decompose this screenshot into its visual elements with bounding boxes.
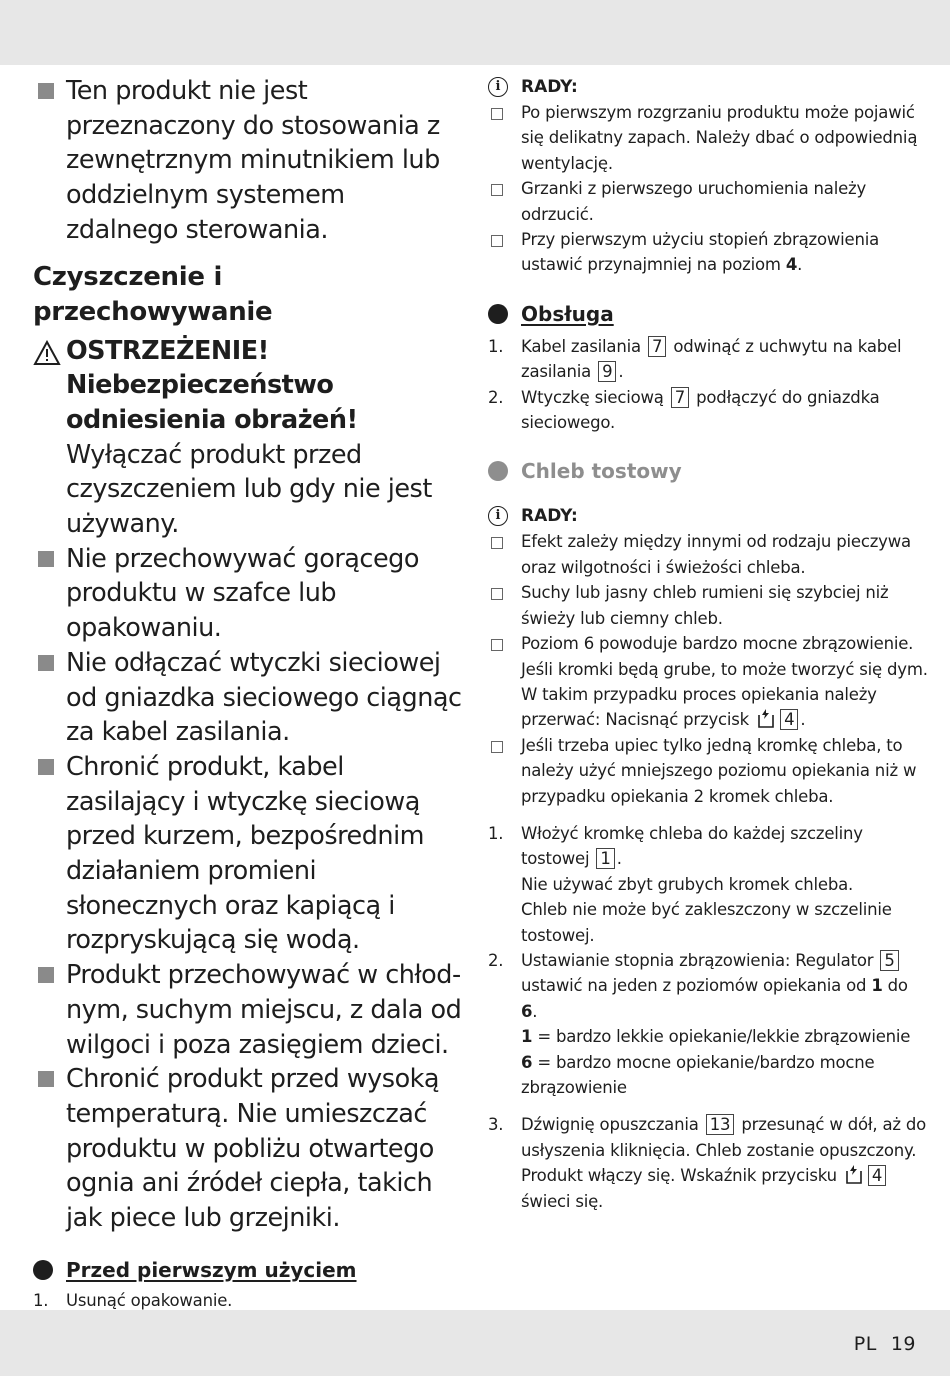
numbered-step: 2. Ustawianie stopnia zbrązowienia: Regulator 5 ustawić na jeden z poziomów opiekania od 1 do 6. 1 = bardzo lekkie opiekanie/lekkie zbrązowienie 6 = bardzo mocne opiekanie/bardzo mocne zbrązowienie: [488, 950, 911, 1097]
square-bullet-icon: [38, 83, 54, 99]
section-heading-toast: Chleb tostowy: [488, 457, 928, 485]
info-icon: i: [488, 77, 508, 97]
part-number-box: 13: [706, 1114, 735, 1135]
tip-item: Jeśli trzeba upiec tylko jedną kromkę chleba, to należy użyć mniejszego poziomu opiekania niż w przypadku opiekania 2 kromek chleba.: [488, 733, 928, 809]
checkbox-bullet-icon: [491, 537, 503, 549]
numbered-step: 2. Wtyczkę sieciową 7 podłączyć do gniazdka sieciowego.: [488, 387, 880, 433]
language-code: PL: [853, 1333, 877, 1355]
bullet-dot-icon: [33, 1260, 53, 1280]
bottom-bar: [0, 1310, 950, 1376]
list-item: Chronić produkt przed wysoką temperaturą. Nie umieszczać produktu w pobliżu otwartego ognia ani źródeł ciepła, takich jak piece lub grzejniki.: [33, 1062, 463, 1236]
section-heading: Czyszczenie i przechowywanie: [33, 261, 273, 327]
warning-text: Wyłączać produkt przed czyszczeniem lub gdy nie jest używany.: [66, 439, 432, 540]
part-number-box: 5: [880, 950, 898, 971]
tip-item: Suchy lub jasny chleb rumieni się szybciej niż świeży lub ciemny chleb.: [488, 580, 928, 631]
tips-label: i RADY:: [488, 503, 928, 529]
square-bullet-icon: [38, 551, 54, 567]
part-number-box: 7: [648, 336, 666, 357]
checkbox-bullet-icon: [491, 741, 503, 753]
bullet-dot-icon: [488, 304, 508, 324]
list-item: Nie przechowywać gorącego produktu w szafce lub opakowaniu.: [33, 542, 463, 646]
section-heading-operation: Obsługa: [488, 300, 928, 328]
right-column: [488, 74, 928, 1214]
numbered-step: 1. Kabel zasilania 7 odwinąć z uchwytu na kabel zasilania 9 .: [488, 336, 902, 382]
tip-item: Po pierwszym rozgrzaniu produktu może pojawić się delikatny zapach. Należy dbać o odpowiednią wentylację.: [488, 100, 928, 176]
part-number-box: 7: [671, 387, 689, 408]
square-bullet-icon: [38, 967, 54, 983]
tip-item: Grzanki z pierwszego uruchomienia należy odrzucić.: [488, 176, 928, 227]
checkbox-bullet-icon: [491, 235, 503, 247]
list-item: Produkt przechowywać w chłodnym, suchym miejscu, z dala od wilgoci i poza zasięgiem dzieci.: [33, 958, 463, 1062]
checkbox-bullet-icon: [491, 639, 503, 651]
toast-button-icon: [844, 1163, 864, 1185]
left-column: [33, 74, 463, 1364]
list-item: Nie odłączać wtyczki sieciowej od gniazdka sieciowego ciągnąc za kabel zasilania.: [33, 646, 463, 750]
numbered-step: 1. Usunąć opakowanie.: [33, 1290, 233, 1310]
bullet-dot-icon: [488, 461, 508, 481]
section-heading-first-use: Przed pierwszym użyciem: [33, 1256, 463, 1284]
square-bullet-icon: [38, 655, 54, 671]
part-number-box: 4: [780, 709, 798, 730]
part-number-box: 4: [868, 1165, 886, 1186]
page-number: 19: [890, 1333, 916, 1355]
tip-item: Poziom 6 powoduje bardzo mocne zbrązowienie. Jeśli kromki będą grube, to może tworzyć się dym. W takim przypadku proces opiekania należy przerwać: Nacisnąć przycisk 4 .: [488, 631, 928, 733]
top-bar: [0, 0, 950, 65]
info-icon: i: [488, 506, 508, 526]
part-number-box: 9: [598, 361, 616, 382]
numbered-step: 3. Dźwignię opuszczania 13 przesunąć w dół, aż do usłyszenia kliknięcia. Chleb zostanie opuszczony. Produkt włączy się. Wskaźnik przycisku 4 świeci się.: [488, 1115, 927, 1211]
checkbox-bullet-icon: [491, 588, 503, 600]
numbered-step: 1. Włożyć kromkę chleba do każdej szczeliny tostowej 1 . Nie używać zbyt grubych kromek chleba. Chleb nie może być zakleszczony w szczelinie tostowej.: [488, 823, 892, 945]
page-footer: [854, 1333, 916, 1355]
part-number-box: 1: [596, 848, 614, 869]
tips-label: i RADY:: [488, 74, 928, 100]
square-bullet-icon: [38, 1071, 54, 1087]
toast-button-icon: [756, 707, 776, 729]
tip-item: Przy pierwszym użyciu stopień zbrązowienia ustawić przynajmniej na poziom 4.: [488, 227, 928, 278]
checkbox-bullet-icon: [491, 108, 503, 120]
checkbox-bullet-icon: [491, 184, 503, 196]
warning-triangle-icon: [33, 340, 61, 366]
list-item: Chronić produkt, kabel zasilający i wtyczkę sieciową przed kurzem, bezpośrednim działaniem promieni słonecznych oraz kapiącą i rozpryskującą się wodą.: [33, 750, 463, 958]
list-item: Ten produkt nie jest przeznaczony do stosowania z zewnętrznym minutnikiem lub oddzielnym systemem zdalnego sterowania.: [33, 74, 463, 248]
tip-item: Efekt zależy między innymi od rodzaju pieczywa oraz wilgotności i świeżości chleba.: [488, 529, 928, 580]
warning-title: OSTRZEŻENIE!: [66, 335, 269, 366]
warning-block: [33, 334, 463, 542]
square-bullet-icon: [38, 759, 54, 775]
warning-subtitle: Niebezpieczeństwo odniesienia obrażeń!: [66, 370, 358, 435]
